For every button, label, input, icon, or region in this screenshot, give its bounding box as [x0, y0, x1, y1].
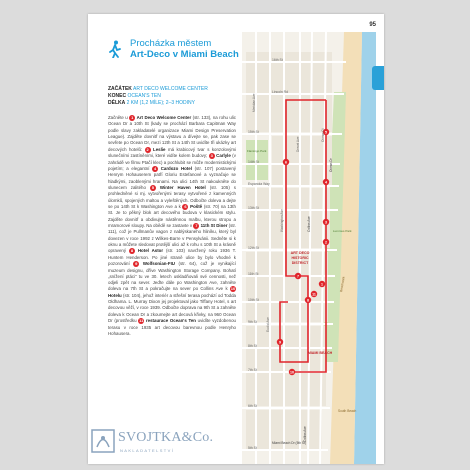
stop-name: Poště: [190, 204, 203, 210]
publisher-subtitle: NAKLADATELSTVÍ: [120, 448, 175, 453]
map-label-avenue: Meridian Ave: [252, 93, 256, 112]
map-label-avenue: Drexel Ave: [296, 136, 300, 152]
map-label-avenue: Collins Ave: [307, 216, 311, 232]
stop-marker: 4: [153, 165, 157, 171]
map-label-avenue: Ocean Ct: [321, 128, 325, 142]
chapter-edge-tab: [372, 66, 384, 90]
map-label-avenue: Euclid Ave: [266, 317, 270, 332]
stop-num: 8: [307, 298, 309, 303]
guide-page: [88, 14, 384, 464]
page-number: 95: [369, 22, 376, 28]
stop-name: 11th St Diner: [200, 223, 228, 229]
map-label-street: Espanola Way: [248, 182, 270, 186]
stop-marker: 9: [135, 261, 138, 267]
stop-name: Wolfsonian-FIU: [142, 261, 175, 267]
stop-name: Carlyle: [216, 153, 231, 159]
stop-marker: 5: [151, 184, 155, 190]
map-label-street: 13th St: [248, 206, 259, 210]
stop-num: 10: [290, 370, 294, 375]
map-svg: [242, 32, 376, 464]
map-label-park: Flamingo Park: [247, 149, 267, 153]
stop-name: Art Deco Welcome Center: [136, 115, 192, 121]
stop-num: 6: [285, 160, 287, 165]
publisher-emblem-icon: [90, 428, 116, 454]
map-label-park: Lummus Park: [333, 229, 352, 233]
map-label-street: 11th St: [248, 272, 259, 276]
map-label-street: 16th St: [272, 58, 283, 62]
stop-marker: 11: [139, 318, 144, 324]
meta-end: KONEC OCEAN'S TEN: [108, 93, 161, 99]
map-label-road: Miami Beach Dr (5th St): [272, 441, 307, 445]
walking-person-icon: [108, 40, 122, 58]
stop-num: 1: [321, 282, 323, 287]
map-label-street: 10th St: [248, 298, 259, 302]
stop-num: 4: [325, 180, 327, 185]
map-label-avenue: Washington Ave: [280, 209, 284, 232]
stop-name: Winter Haven Hotel: [159, 185, 206, 191]
map-label-street: 7th St: [248, 368, 257, 372]
stop-name: restaurace Ocean's Ten: [145, 318, 196, 324]
publisher-logo: [90, 428, 214, 466]
map-label-street: 9th St: [248, 320, 257, 324]
stop-name: Hotelu: [108, 292, 122, 298]
map-label-district-2: HISTORIC: [291, 256, 309, 260]
stop-num: 3: [325, 220, 327, 225]
stop-marker: 7: [195, 222, 198, 228]
map-label-street: 15th St: [248, 130, 259, 134]
map-label-district-3: DISTRICT: [291, 261, 309, 265]
meta-length: DÉLKA 2 KM (1,2 MÍLE); 2–3 HODINY: [108, 100, 195, 106]
map-label-street: 8th St: [248, 344, 257, 348]
map-label-street: 14th St: [248, 160, 259, 164]
walk-title: Art-Deco v Miami Beach: [130, 49, 239, 60]
publisher-name: SVOJTKA&Co.: [118, 430, 214, 445]
map-label-avenue: Collins Ave: [303, 426, 307, 442]
map-label-street: Lincoln Rd: [272, 90, 289, 94]
map-label-district-1: ART DECO: [290, 251, 310, 255]
stop-num: 7: [297, 274, 299, 279]
stop-num: 11: [312, 292, 316, 297]
map-label-street: 12th St: [248, 246, 259, 250]
meta-start: ZAČÁTEK ART DECO WELCOME CENTER: [108, 86, 208, 92]
stop-marker: 10: [230, 286, 236, 292]
stop-num: 9: [279, 340, 281, 345]
map-label-area: MIAMI BEACH: [307, 351, 333, 355]
stop-num: 2: [325, 240, 327, 245]
map-label-street: 5th St: [248, 446, 257, 450]
walk-description: Začněte u 1 Art Deco Welcome Center (str. 133), na rohu ulic Ocean Dr a 10th St (kady se prochází Barbara Capitman Way podle slavy zakladatelé organizace Miami Design Preservation League). Zajděte dovnitř na výstavu a dívejte se, pak zase se sevřete po Ocean Dr, mezi 12th St a 14th St uvidíte tři ukázky art decových hotelů: 2 Leslie má krabicový tvar s konzolovými slunečními zastíněními, které vidíte kolem budovy; 3 Carlyle (v zahrádě ve filmu Ptačí klec) a pochlubit se může modernistickými pojetím; a elegantní 4 Cardozo Hotel (str. 107) postavený Henrym Hohauserem patří Gloriu Estefanové a vyznačuje se hladkými, zaoblenými hranami. Na ulici 14th St nakoukněte do slunecem zalitého 5 Winter Haven Hotel (str. 105) s prohledněné si mj. vytvořenými terasy vytvořené z kamenných úlomků, spojených maltou a vyleštěných. Odbočte doleva a dejte se po 14th St k Washington Ave a k 6 Poště (str. 70) na 13th St. Je to pěkný blok art decového budova v klasickém stylu. Zajděte dovnitř a obdivujte nástěnnou malbu, kterou stropu a mramorové sloupy. Na obědě se zastavte v 7 11th St Diner (str. 111), což je Pullmanův vagon z nablýskaného hliníku, který byl dovezen v roce 1992 z Wilkes-Barre v Pensylvánii. Sedněte si k oknu a můžete sledovat protější ulici až k rohu s 10th St a krásně opravený 8 Hotel Astor (str. 103) navržený roku 1936 T. Huntem Henderson. Po jiné straně ulice by bylo vhodné k pozorování 9 Wolfsonian-FIU (str. 64), což je vynikající muzeum designu, dříve Washington Storage Company. Bohatí „snížení ptáci“ tu ve 30. letech uskladňovali své cennosti, než odjeli zpět na sever. Jeďte dále po Washington Ave, zahněte doleva na 7th St a pokračujte na sever po Collins Ave k 10 Hotelu (str. 104), jehož interiér a střešní terasa pochází od Todda Oldhama. L. Murray Dixon jej projektoval jako Tiffany Hotel, s art decovou věží, v roce 1939. Odbočte doprava na 9th St a zahněte doleva k Ocean Dr a zkoumejte art decová křivky, na 960 Ocean Dr (prostředku 11 restaurace Ocean's Ten uvidíte vyzdobenou terasu v roce 1935 art decovou barevnou podle Henryho Hohausera.: [108, 115, 236, 336]
stop-marker: 2: [146, 146, 149, 152]
stop-marker: 3: [210, 153, 213, 159]
stop-num: 5: [325, 130, 327, 135]
stop-marker: 8: [130, 248, 134, 254]
stop-marker: 1: [131, 115, 134, 120]
map-label-south-beach: South Beach: [338, 409, 357, 413]
stop-name: Leslie: [153, 146, 166, 152]
stop-marker: 6: [184, 203, 187, 209]
walk-pre-title: Procházka městem: [130, 38, 212, 49]
stop-name: Cardozo Hotel: [160, 166, 192, 171]
walk-meta: [108, 86, 236, 107]
map-label-avenue: Ocean Dr: [329, 158, 333, 172]
map-label-street: 6th St: [248, 404, 257, 408]
stop-name: Hotel Astor: [137, 248, 164, 254]
map-label-beachwalk: Beachwalk: [339, 276, 346, 293]
walking-tour-map: [242, 32, 376, 464]
